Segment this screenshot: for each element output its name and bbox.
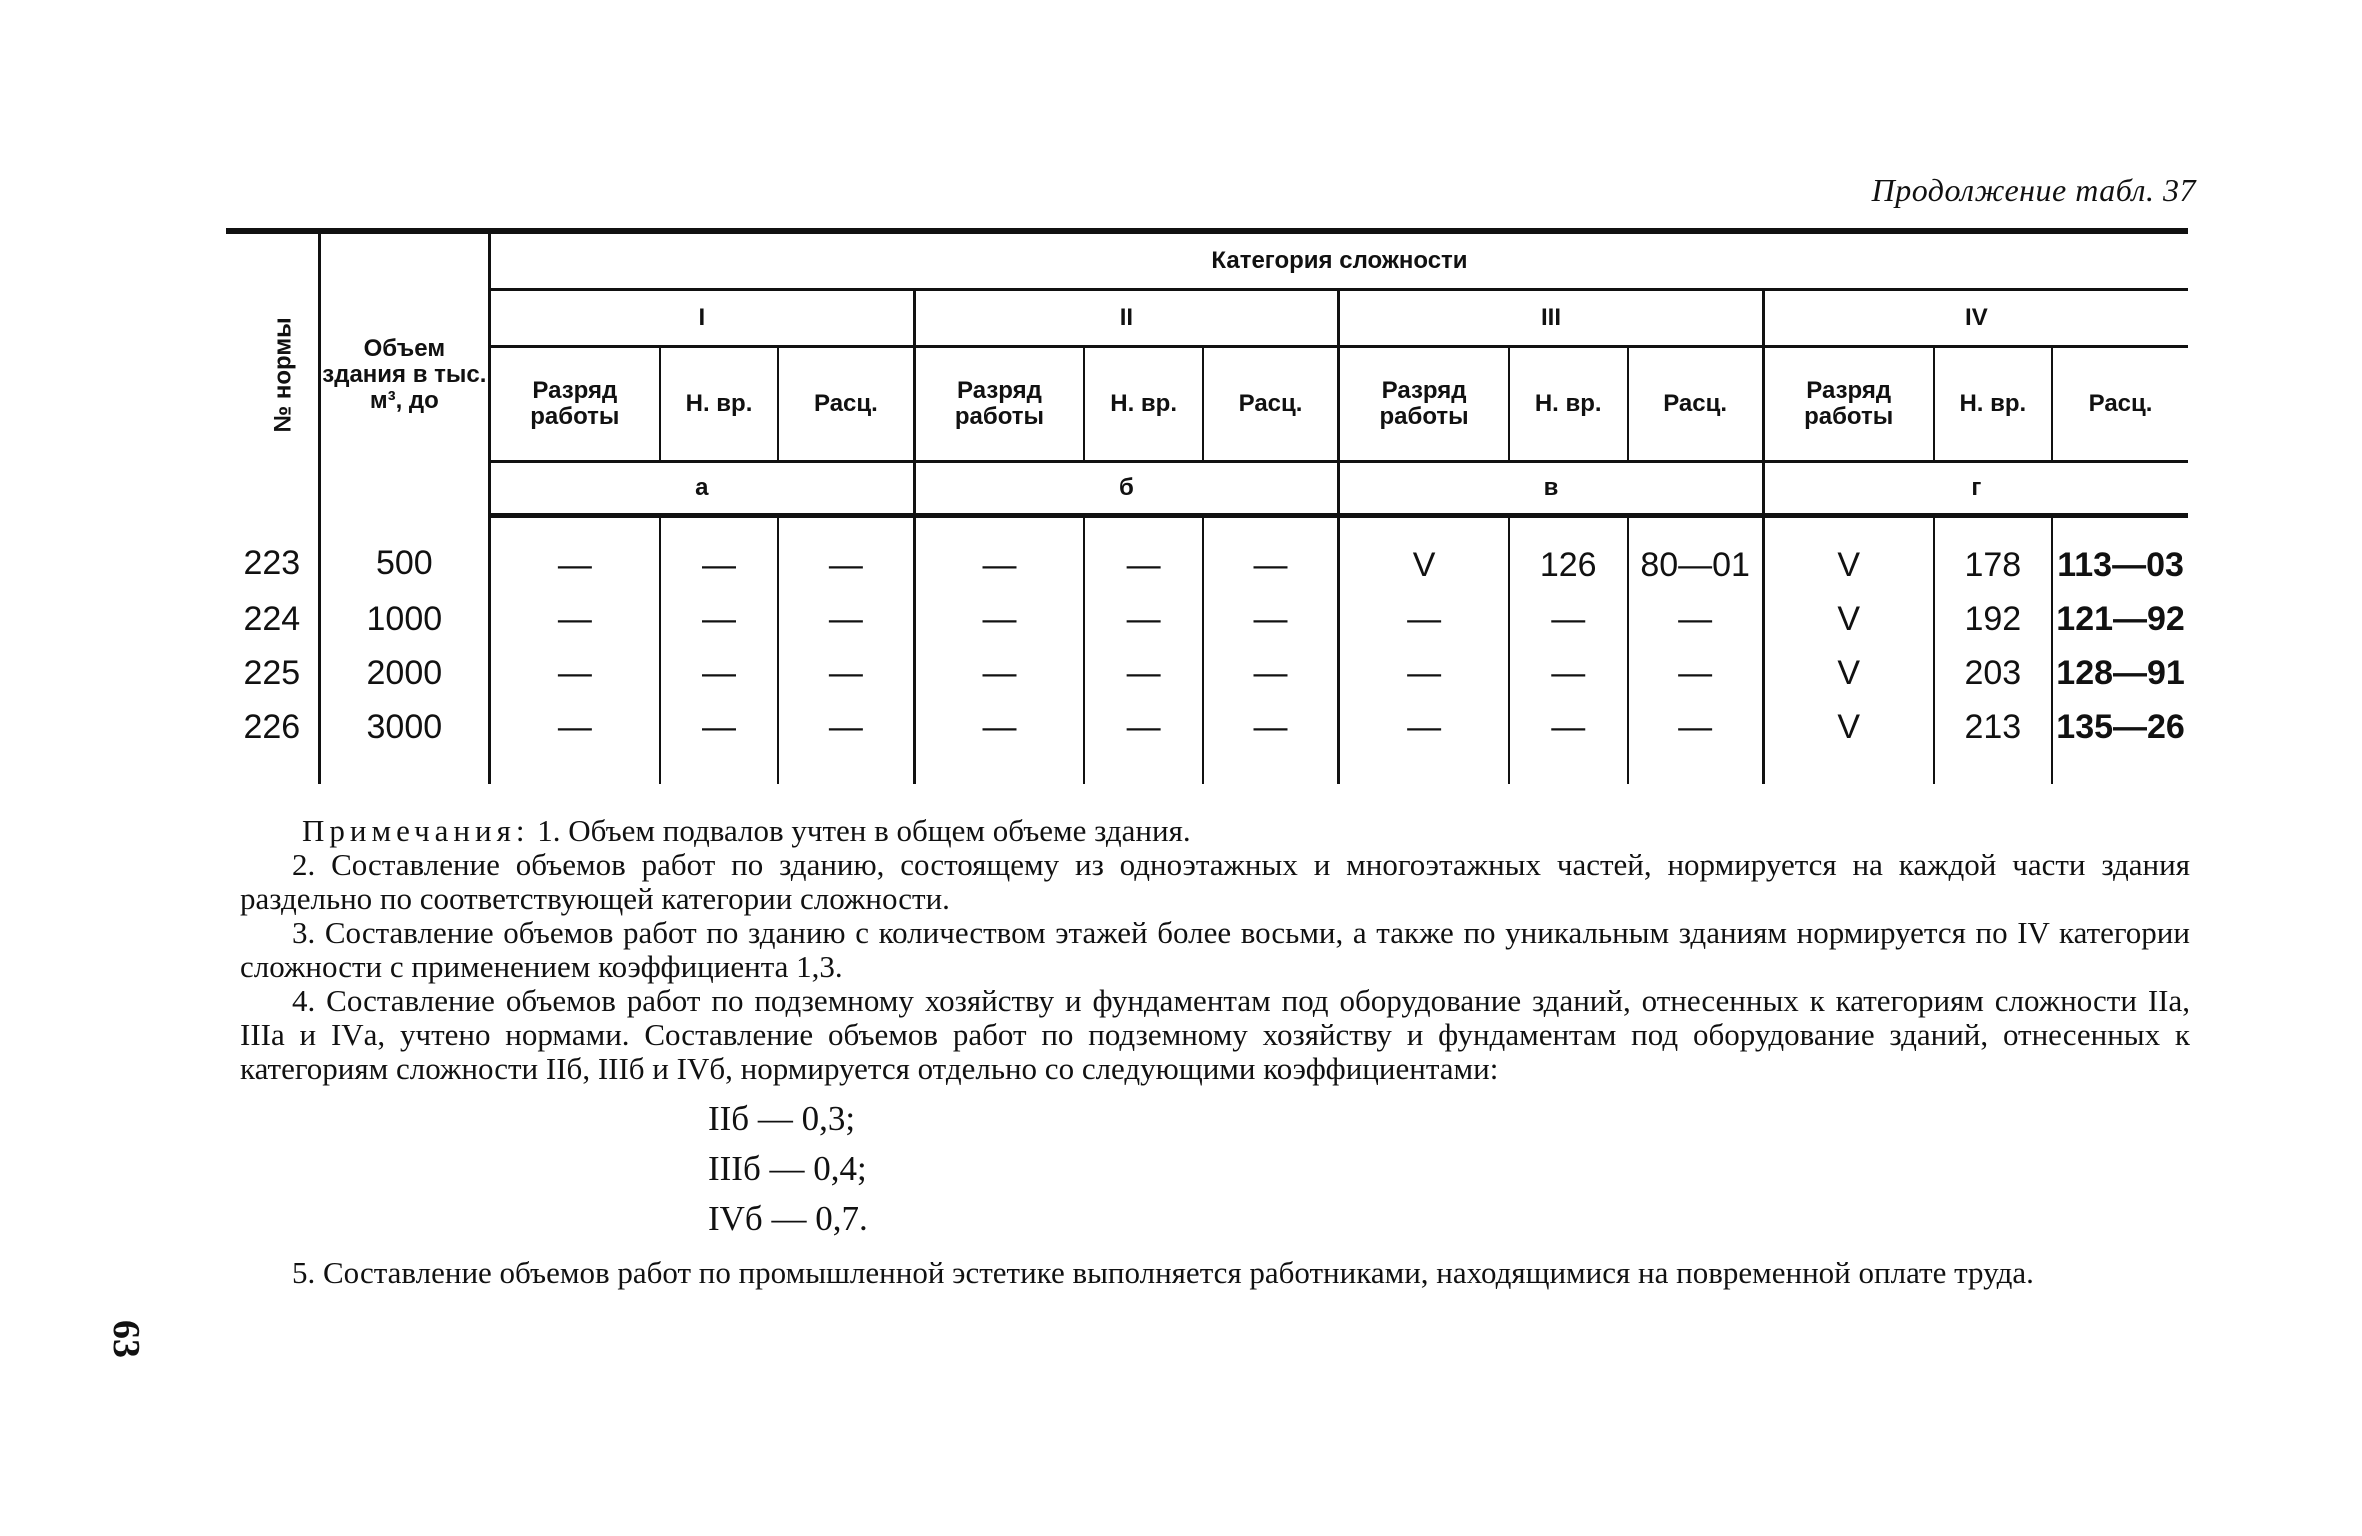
rate-cell: — bbox=[1203, 516, 1339, 593]
time-cell: — bbox=[660, 700, 779, 784]
rate-cell: 128—91 bbox=[2052, 646, 2188, 700]
coefficient-item: IVб — 0,7. bbox=[708, 1199, 868, 1238]
notes bbox=[240, 814, 2190, 1290]
rate-cell: — bbox=[1628, 646, 1764, 700]
time-cell: 178 bbox=[1934, 516, 2053, 593]
coefficient-list bbox=[708, 1094, 2190, 1244]
notes-label: Примечания: bbox=[302, 813, 530, 848]
norm-number-cell: 224 bbox=[226, 592, 319, 646]
rate-cell: — bbox=[1203, 592, 1339, 646]
grade-cell: — bbox=[1339, 700, 1509, 784]
grade-cell: — bbox=[489, 700, 659, 784]
time-cell: — bbox=[1509, 592, 1628, 646]
grade-cell: V bbox=[1763, 700, 1933, 784]
table-continuation-caption: Продолжение табл. 37 bbox=[1871, 172, 2196, 208]
volume-cell: 2000 bbox=[366, 653, 443, 692]
note-1 bbox=[240, 814, 2190, 848]
rate-cell: — bbox=[1628, 700, 1764, 784]
time-cell: — bbox=[1084, 516, 1203, 593]
header-category-roman: I bbox=[489, 290, 914, 347]
time-cell: 213 bbox=[1934, 700, 2053, 784]
rate-cell: 135—26 bbox=[2052, 700, 2188, 784]
header-rate: Расц. bbox=[1628, 347, 1764, 462]
grade-cell: — bbox=[914, 646, 1084, 700]
note-3: 3. Составление объемов работ по зданию с количеством этажей более восьми, а также по уникальным зданиям нормируется по IV категории сложности с применением коэффициента 1,3. bbox=[240, 915, 2190, 984]
time-cell: — bbox=[1084, 646, 1203, 700]
grade-cell: — bbox=[489, 516, 659, 593]
page-number: 63 bbox=[105, 1320, 147, 1358]
header-category-letter: г bbox=[1763, 462, 2188, 516]
grade-cell: V bbox=[1763, 516, 1933, 593]
header-category-letter: а bbox=[489, 462, 914, 516]
norm-number-cell: 226 bbox=[226, 700, 319, 784]
grade-cell: — bbox=[489, 592, 659, 646]
header-time: Н. вр. bbox=[1934, 347, 2053, 462]
time-cell: — bbox=[1084, 700, 1203, 784]
norms-table-body bbox=[226, 516, 2188, 785]
header-norm-number bbox=[226, 231, 319, 516]
coefficient-item: IIIб — 0,4; bbox=[708, 1149, 867, 1188]
rate-cell: — bbox=[778, 516, 914, 593]
rate-cell: — bbox=[1628, 592, 1764, 646]
note-5: 5. Составление объемов работ по промышленной эстетике выполняется работниками, находящимися на повременной оплате труда. bbox=[292, 1255, 2034, 1290]
table-row bbox=[226, 592, 2188, 646]
header-category-letter: б bbox=[914, 462, 1339, 516]
time-cell: 203 bbox=[1934, 646, 2053, 700]
table-row bbox=[226, 516, 2188, 593]
grade-cell: V bbox=[1763, 592, 1933, 646]
rate-cell: 80—01 bbox=[1628, 516, 1764, 593]
grade-cell: — bbox=[914, 700, 1084, 784]
note-4: 4. Составление объемов работ по подземному хозяйству и фундаментам под оборудование зданий, отнесенных к категориям сложности IIа, IIIа и IVа, учтено нормами. Составление объемов работ по подземному хозяйству и фундаментам под оборудование зданий, отнесенных к категориям сложности IIб, IIIб и IVб, нормируется отдельно со следующими коэффициентами: bbox=[240, 983, 2190, 1086]
header-category-roman: II bbox=[914, 290, 1339, 347]
header-volume: Объем здания в тыс. м³, до bbox=[319, 231, 489, 516]
time-cell: — bbox=[660, 516, 779, 593]
rate-cell: — bbox=[778, 700, 914, 784]
rate-cell: 121—92 bbox=[2052, 592, 2188, 646]
norm-number-cell: 225 bbox=[226, 646, 319, 700]
rate-cell: 113—03 bbox=[2052, 516, 2188, 593]
header-category-letter: в bbox=[1339, 462, 1764, 516]
rate-cell: — bbox=[1203, 646, 1339, 700]
grade-cell: — bbox=[914, 592, 1084, 646]
norm-number-cell: 223 bbox=[226, 516, 319, 593]
header-grade: Разряд работы bbox=[914, 347, 1084, 462]
time-cell: 192 bbox=[1934, 592, 2053, 646]
time-cell: — bbox=[660, 646, 779, 700]
header-rate: Расц. bbox=[2052, 347, 2188, 462]
volume-cell: 500 bbox=[375, 544, 433, 583]
note-2: 2. Составление объемов работ по зданию, состоящему из одноэтажных и многоэтажных частей, нормируется на каждой части здания раздельно по соответствующей категории сложности. bbox=[240, 847, 2190, 916]
coefficient-item: IIб — 0,3; bbox=[708, 1099, 856, 1138]
header-grade: Разряд работы bbox=[1339, 347, 1509, 462]
header-category-roman: III bbox=[1339, 290, 1764, 347]
time-cell: — bbox=[1509, 646, 1628, 700]
grade-cell: — bbox=[489, 646, 659, 700]
grade-cell: — bbox=[1339, 646, 1509, 700]
volume-cell: 1000 bbox=[366, 599, 443, 638]
grade-cell: V bbox=[1763, 646, 1933, 700]
volume-cell: 3000 bbox=[366, 707, 443, 746]
header-time: Н. вр. bbox=[660, 347, 779, 462]
grade-cell: — bbox=[1339, 592, 1509, 646]
header-grade: Разряд работы bbox=[489, 347, 659, 462]
header-time: Н. вр. bbox=[1084, 347, 1203, 462]
header-norm-number-label: № нормы bbox=[269, 317, 297, 433]
header-rate: Расц. bbox=[1203, 347, 1339, 462]
header-category: Категория сложности bbox=[489, 231, 2188, 290]
rate-cell: — bbox=[778, 592, 914, 646]
note-1-text: 1. Объем подвалов учтен в общем объеме здания. bbox=[537, 813, 1191, 848]
header-grade: Разряд работы bbox=[1763, 347, 1933, 462]
time-cell: — bbox=[660, 592, 779, 646]
norms-table bbox=[226, 228, 2188, 784]
time-cell: 126 bbox=[1509, 516, 1628, 593]
time-cell: — bbox=[1509, 700, 1628, 784]
rate-cell: — bbox=[1203, 700, 1339, 784]
rate-cell: — bbox=[778, 646, 914, 700]
header-rate: Расц. bbox=[778, 347, 914, 462]
header-time: Н. вр. bbox=[1509, 347, 1628, 462]
table-row bbox=[226, 700, 2188, 784]
time-cell: — bbox=[1084, 592, 1203, 646]
grade-cell: — bbox=[914, 516, 1084, 593]
header-category-roman: IV bbox=[1763, 290, 2188, 347]
table-row bbox=[226, 646, 2188, 700]
grade-cell: V bbox=[1339, 516, 1509, 593]
